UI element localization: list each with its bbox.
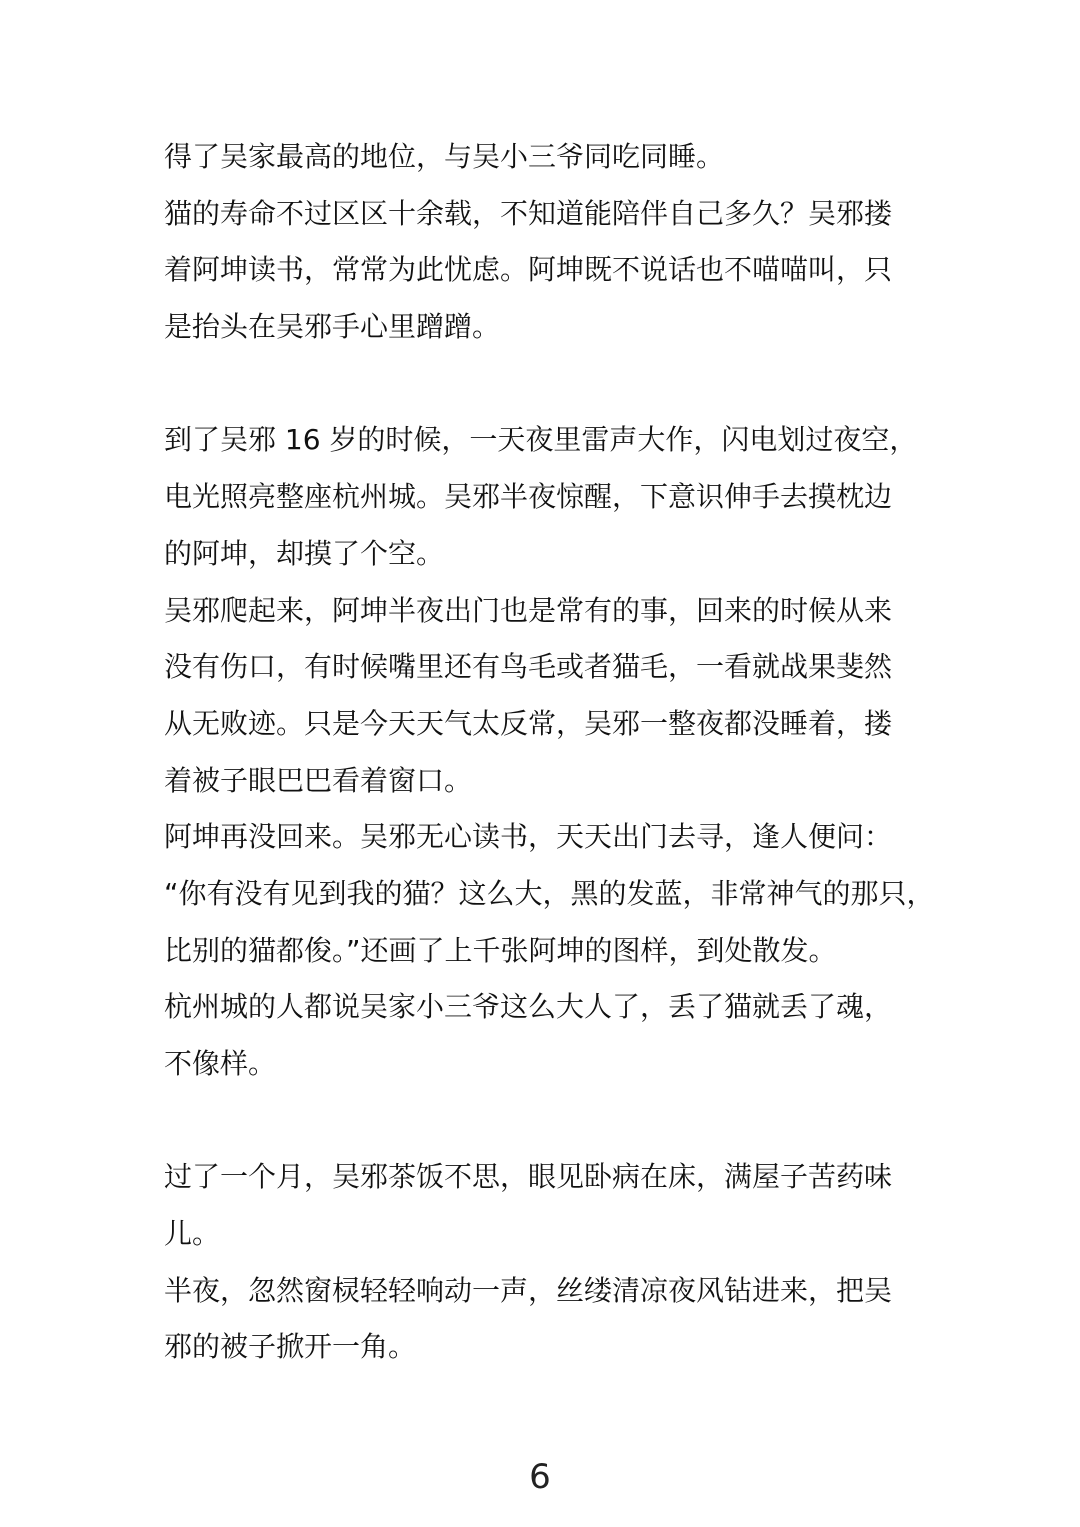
paragraph-gap bbox=[164, 356, 920, 413]
text-line: 的阿坤，却摸了个空。 bbox=[164, 536, 445, 570]
text-line: 杭州城的人都说吴家小三爷这么大人了，丢了猫就丢了魂， bbox=[164, 990, 893, 1024]
text-line: 到了吴邪 16 岁的时候，一天夜里雷声大作，闪电划过夜空， bbox=[164, 423, 918, 457]
text-line: 半夜，忽然窗棂轻轻响动一声，丝缕清凉夜风钻进来，把吴 bbox=[164, 1273, 893, 1307]
text-line: 电光照亮整座杭州城。吴邪半夜惊醒，下意识伸手去摸枕边 bbox=[164, 480, 893, 514]
text-line: 没有伤口，有时候嘴里还有鸟毛或者猫毛，一看就战果斐然 bbox=[164, 650, 893, 684]
text-line: “你有没有见到我的猫？这么大，黑的发蓝，非常神气的那只， bbox=[164, 876, 935, 910]
body-text bbox=[164, 129, 935, 1376]
text-line: 猫的寿命不过区区十余载，不知道能陪伴自己多久？吴邪搂 bbox=[164, 196, 893, 230]
text-line: 着被子眼巴巴看着窗口。 bbox=[164, 763, 473, 797]
text-line: 着阿坤读书，常常为此忧虑。阿坤既不说话也不喵喵叫，只 bbox=[164, 253, 893, 287]
text-line: 邪的被子掀开一角。 bbox=[164, 1330, 417, 1364]
text-line: 阿坤再没回来。吴邪无心读书，天天出门去寻，逢人便问： bbox=[164, 820, 893, 854]
page-number: 6 bbox=[529, 1457, 551, 1497]
text-line: 儿。 bbox=[164, 1217, 221, 1251]
text-line: 从无败迹。只是今天天气太反常，吴邪一整夜都没睡着，搂 bbox=[164, 706, 893, 740]
text-line: 过了一个月，吴邪茶饭不思，眼见卧病在床，满屋子苦药味 bbox=[164, 1160, 893, 1194]
text-line: 得了吴家最高的地位，与吴小三爷同吃同睡。 bbox=[164, 140, 725, 173]
paragraph-gap bbox=[164, 1093, 920, 1150]
text-line: 是抬头在吴邪手心里蹭蹭。 bbox=[164, 310, 501, 344]
text-line: 吴邪爬起来，阿坤半夜出门也是常有的事，回来的时候从来 bbox=[164, 593, 893, 627]
text-line: 不像样。 bbox=[164, 1047, 277, 1080]
text-line: 比别的猫都俊。”还画了上千张阿坤的图样，到处散发。 bbox=[164, 933, 837, 967]
